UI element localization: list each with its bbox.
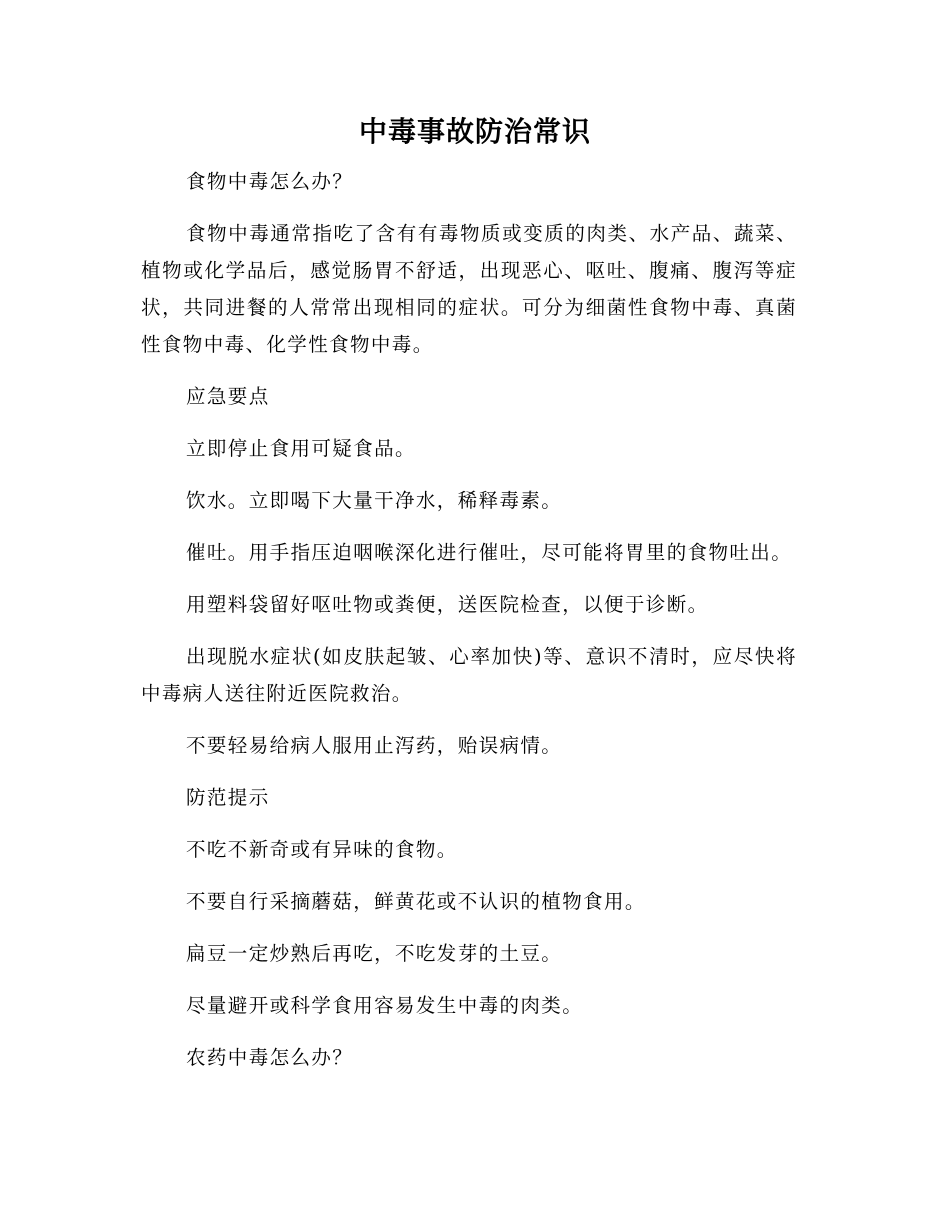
paragraph-dehydration-hospital: 出现脱水症状(如皮肤起皱、心率加快)等、意识不清时，应尽快将中毒病人送往附近医院救治。 — [141, 645, 797, 705]
paragraph-avoid-risky-meat: 尽量避开或科学食用容易发生中毒的肉类。 — [186, 994, 584, 1017]
paragraph-food-poisoning-question: 食物中毒怎么办？ — [186, 170, 354, 193]
paragraph-food-poisoning-definition: 食物中毒通常指吃了含有有毒物质或变质的肉类、水产品、蔬菜、植物或化学品后，感觉肠胃不舒适，出现恶心、呕吐、腹痛、腹泻等症状，共同进餐的人常常出现相同的症状。可分为细菌性食物中毒、真菌性食物中毒、化学性食物中毒。 — [141, 222, 797, 356]
paragraph-drink-water: 饮水。立即喝下大量干净水，稀释毒素。 — [186, 489, 563, 512]
document-body — [141, 163, 797, 1091]
paragraph-no-antidiarrheal: 不要轻易给病人服用止泻药，贻误病情。 — [186, 734, 563, 757]
paragraph-induce-vomiting: 催吐。用手指压迫咽喉深化进行催吐，尽可能将胃里的食物吐出。 — [186, 541, 793, 564]
paragraph-avoid-odd-food: 不吃不新奇或有异味的食物。 — [186, 838, 458, 861]
paragraph-keep-samples: 用塑料袋留好呕吐物或粪便，送医院检查，以便于诊断。 — [186, 593, 709, 616]
paragraph-stop-eating: 立即停止食用可疑食品。 — [186, 437, 416, 460]
paragraph-pesticide-poisoning-question: 农药中毒怎么办？ — [186, 1046, 354, 1069]
paragraph-no-wild-mushrooms: 不要自行采摘蘑菇，鲜黄花或不认识的植物食用。 — [186, 890, 646, 913]
page-title: 中毒事故防治常识 — [358, 115, 591, 148]
section-heading-prevention-tips: 防范提示 — [186, 786, 270, 809]
section-heading-emergency-points: 应急要点 — [186, 385, 270, 408]
paragraph-cook-beans: 扁豆一定炒熟后再吃，不吃发芽的土豆。 — [186, 942, 563, 965]
